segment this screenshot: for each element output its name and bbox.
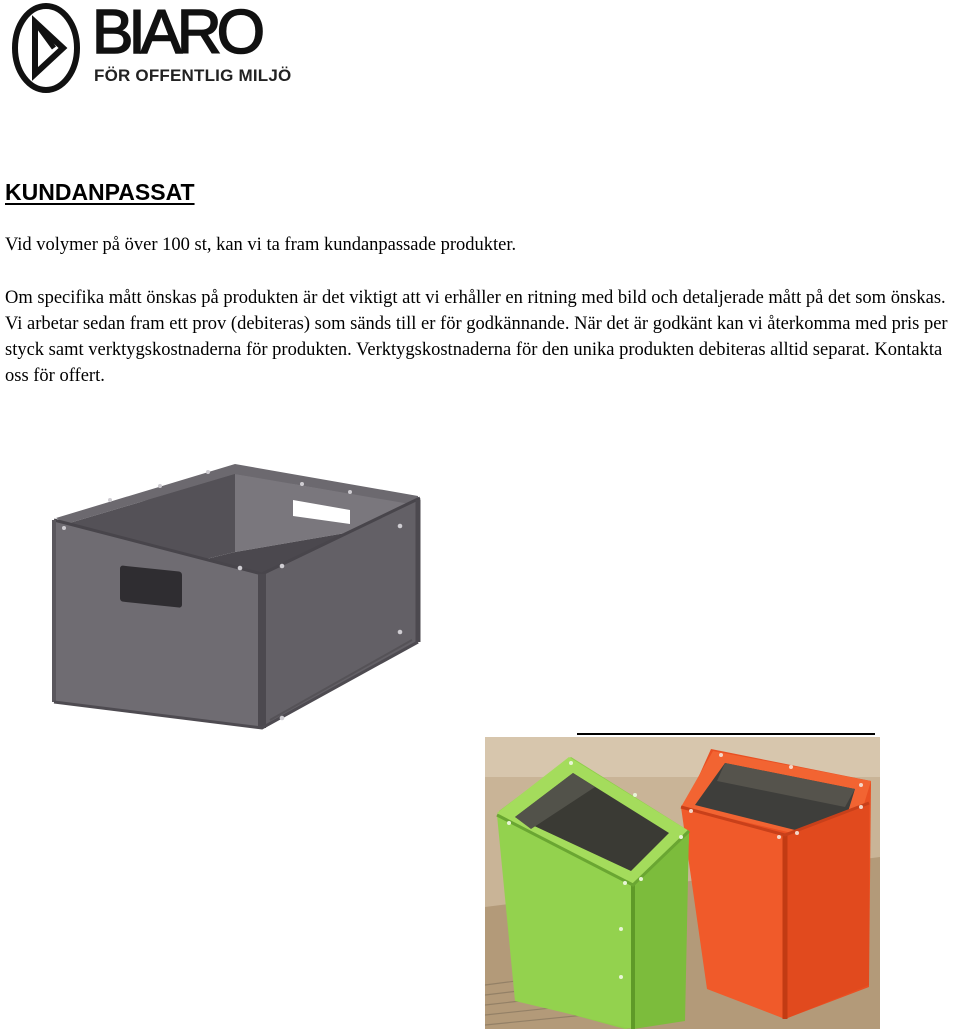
green-orange-bins-image bbox=[485, 737, 880, 1029]
grey-storage-box-image bbox=[50, 462, 424, 730]
page-heading: KUNDANPASSAT bbox=[5, 179, 195, 205]
details-paragraph: Om specifika mått önskas på produkten är det viktigt att vi erhåller en ritning med bild och detaljerade mått på det som önskas. Vi arbetar sedan fram ett prov (debiteras) som sänds till er för godkännande. När det är godkänt kan vi återkomma med pris per styck samt verktygskostnaderna för produkten. Verktygskostnaderna för den unika produkten debiteras alltid separat. Kontakta oss för offert. bbox=[5, 288, 948, 386]
intro-paragraph: Vid volymer på över 100 st, kan vi ta fram kundanpassade produkter. bbox=[5, 235, 517, 255]
biaro-circle-logo-icon bbox=[8, 2, 88, 94]
logo-wordmark: BIARO bbox=[92, 0, 260, 67]
logo-tagline: FÖR OFFENTLIG MILJÖ bbox=[94, 66, 292, 85]
image-divider-line bbox=[577, 733, 875, 735]
biaro-logo bbox=[8, 2, 298, 94]
